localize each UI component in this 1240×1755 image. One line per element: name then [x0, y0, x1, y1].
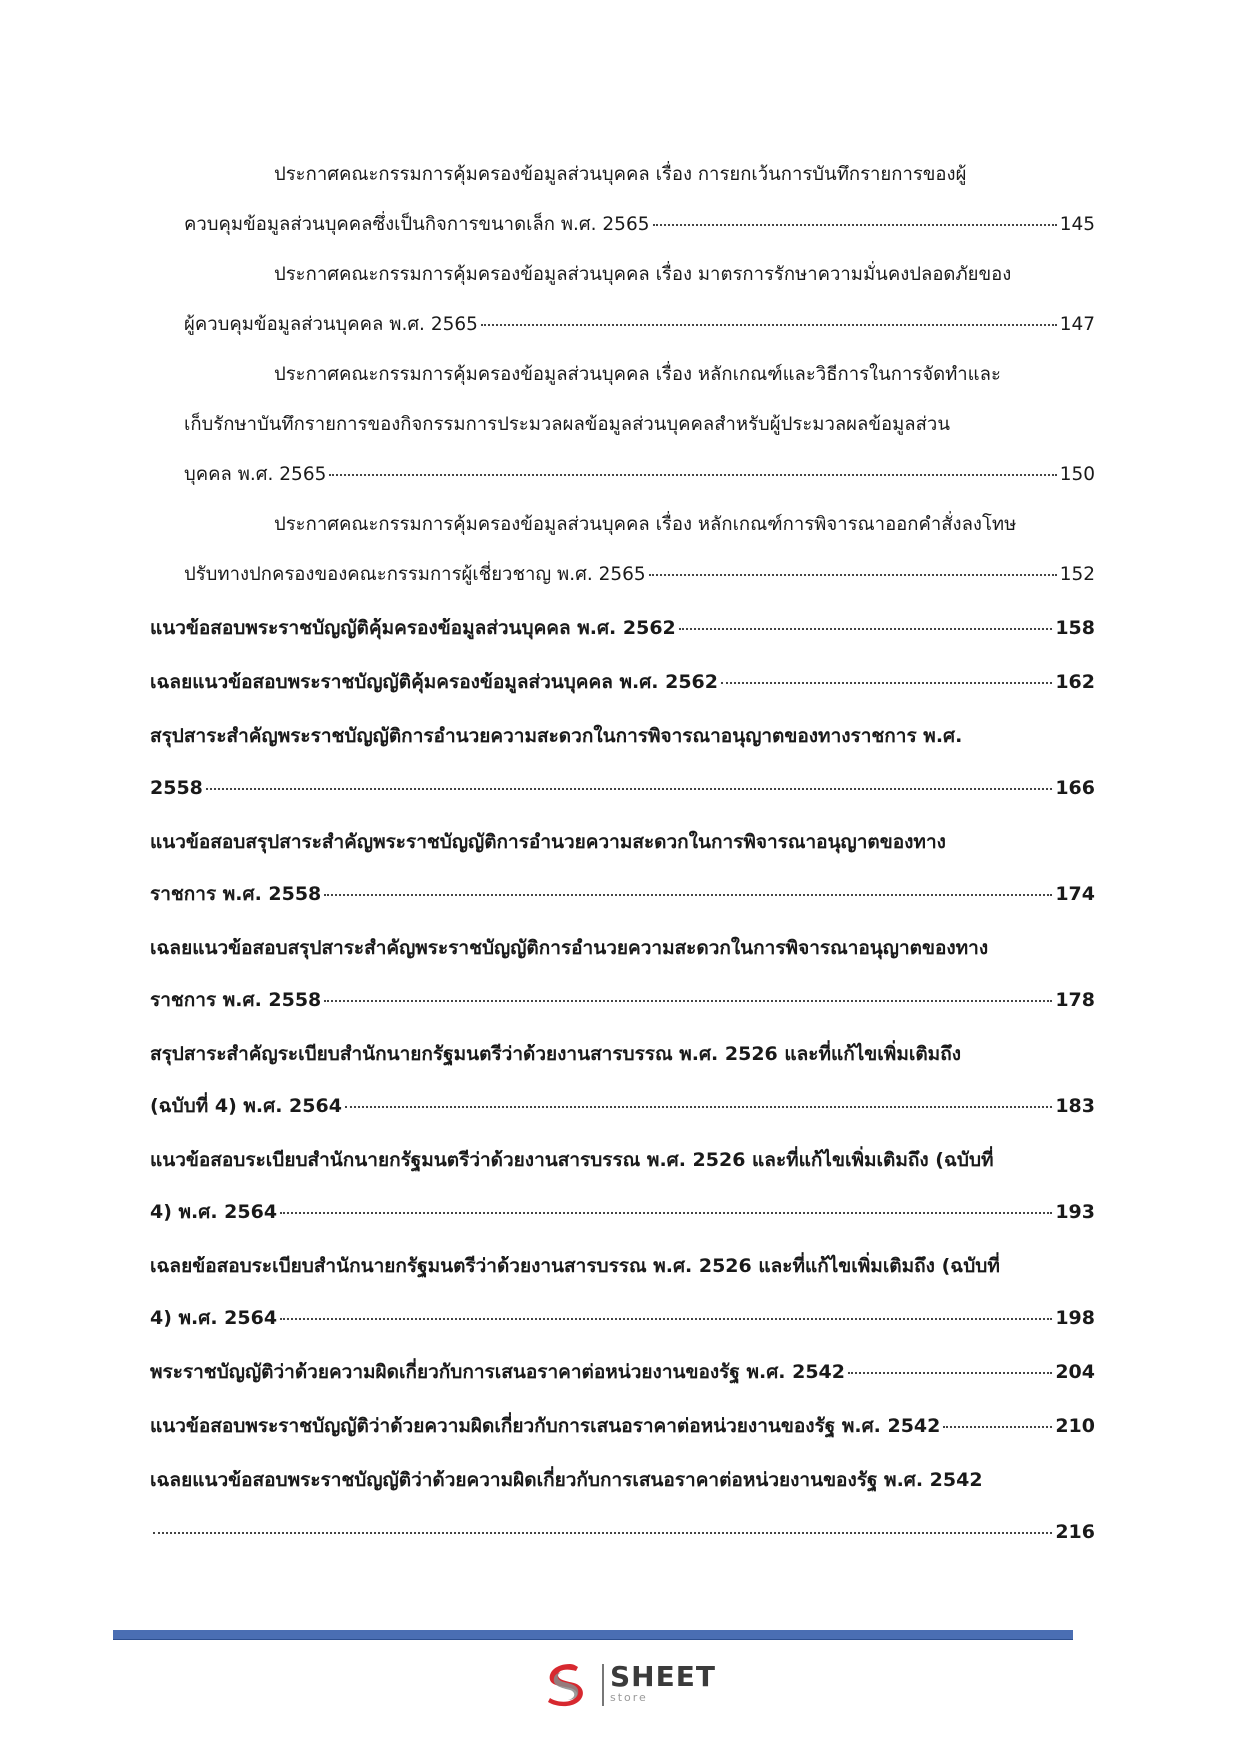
toc-entry-leader-line [150, 450, 1095, 500]
toc-entry-title-line: เก็บรักษาบันทึกรายการของกิจกรรมการประมวลผลข้อมูลส่วนบุคคลสำหรับผู้ประมวลผลข้อมูลส่วน [184, 414, 950, 435]
toc-entry[interactable] [150, 710, 1095, 814]
toc-entry-leader-line [150, 868, 1095, 920]
toc-entry-page-number: 162 [1055, 671, 1095, 693]
toc-entry-title: เฉลยแนวข้อสอบพระราชบัญญัติคุ้มครองข้อมูลส่วนบุคคล พ.ศ. 2562 [150, 671, 718, 693]
toc-entry-page-number: 210 [1055, 1415, 1095, 1437]
logo-word: SHEET [610, 1660, 716, 1693]
toc-entry-page-number: 145 [1059, 214, 1095, 235]
toc-entry[interactable] [150, 816, 1095, 920]
toc-entry[interactable] [150, 250, 1095, 350]
toc-entry-title-line: ประกาศคณะกรรมการคุ้มครองข้อมูลส่วนบุคคล เรื่อง มาตรการรักษาความมั่นคงปลอดภัยของ [274, 264, 1012, 285]
logo-subword: store [610, 1691, 648, 1704]
toc-entry-title-line: เฉลยแนวข้อสอบพระราชบัญญัติว่าด้วยความผิดเกี่ยวกับการเสนอราคาต่อหน่วยงานของรัฐ พ.ศ. 2542 [150, 1469, 983, 1491]
toc-entry[interactable] [150, 1028, 1095, 1132]
dot-leader [280, 1318, 1052, 1320]
toc-entry-page-number: 178 [1055, 989, 1095, 1011]
toc-entry-title: 2558 [150, 777, 203, 799]
dot-leader [324, 894, 1052, 896]
toc-entry-page-number: 150 [1059, 464, 1095, 485]
toc-entry[interactable] [150, 1346, 1095, 1398]
toc-entry-title: 4) พ.ศ. 2564 [150, 1307, 278, 1329]
toc-entry[interactable] [150, 350, 1095, 500]
toc-entry-title: พระราชบัญญัติว่าด้วยความผิดเกี่ยวกับการเสนอราคาต่อหน่วยงานของรัฐ พ.ศ. 2542 [150, 1361, 845, 1383]
toc-entry[interactable] [150, 602, 1095, 654]
toc-entry-leader-line [150, 1346, 1095, 1398]
dot-leader [649, 574, 1057, 576]
toc-entry-title-line: สรุปสาระสำคัญพระราชบัญญัติการอำนวยความสะดวกในการพิจารณาอนุญาตของทางราชการ พ.ศ. [150, 725, 963, 747]
toc-entry[interactable] [150, 1400, 1095, 1452]
dot-leader [324, 1000, 1052, 1002]
toc-entry[interactable] [150, 1134, 1095, 1238]
toc-entry[interactable] [150, 1240, 1095, 1344]
toc-entry[interactable] [150, 922, 1095, 1026]
toc-entry-page-number: 198 [1055, 1307, 1095, 1329]
toc-entry-title-line: ประกาศคณะกรรมการคุ้มครองข้อมูลส่วนบุคคล เรื่อง หลักเกณฑ์การพิจารณาออกคำสั่งลงโทษ [274, 514, 1017, 535]
logo-divider [602, 1664, 604, 1706]
dot-leader [153, 1532, 1052, 1534]
toc-entry-leader-line [150, 1292, 1095, 1344]
toc-entry-title: ควบคุมข้อมูลส่วนบุคคลซึ่งเป็นกิจการขนาดเล็ก พ.ศ. 2565 [184, 214, 650, 235]
toc-entry-page-number: 183 [1055, 1095, 1095, 1117]
toc-entry-title-line: สรุปสาระสำคัญระเบียบสำนักนายกรัฐมนตรีว่าด้วยงานสารบรรณ พ.ศ. 2526 และที่แก้ไขเพิ่มเติมถึง [150, 1043, 961, 1065]
toc-entry-leader-line [150, 602, 1095, 654]
toc-entry-title: บุคคล พ.ศ. 2565 [184, 464, 327, 485]
toc-entry-title-line: แนวข้อสอบระเบียบสำนักนายกรัฐมนตรีว่าด้วยงานสารบรรณ พ.ศ. 2526 และที่แก้ไขเพิ่มเติมถึง (ฉบับที่ [150, 1149, 994, 1171]
toc-entry-title-line: แนวข้อสอบสรุปสาระสำคัญพระราชบัญญัติการอำนวยความสะดวกในการพิจารณาอนุญาตของทาง [150, 831, 946, 853]
toc-entry-title: แนวข้อสอบพระราชบัญญัติคุ้มครองข้อมูลส่วนบุคคล พ.ศ. 2562 [150, 617, 676, 639]
toc-entry-title-line: ประกาศคณะกรรมการคุ้มครองข้อมูลส่วนบุคคล เรื่อง หลักเกณฑ์และวิธีการในการจัดทำและ [274, 364, 1001, 385]
toc-entry-title: ปรับทางปกครองของคณะกรรมการผู้เชี่ยวชาญ พ.ศ. 2565 [184, 564, 646, 585]
toc-entry-title: ผู้ควบคุมข้อมูลส่วนบุคคล พ.ศ. 2565 [184, 314, 478, 335]
toc-entry-leader-line [150, 1400, 1095, 1452]
toc-entry-title-line: เฉลยข้อสอบระเบียบสำนักนายกรัฐมนตรีว่าด้วยงานสารบรรณ พ.ศ. 2526 และที่แก้ไขเพิ่มเติมถึง (ฉบับที่ [150, 1255, 1000, 1277]
toc-entry-page-number: 158 [1055, 617, 1095, 639]
toc-entry[interactable] [150, 150, 1095, 250]
dot-leader [679, 628, 1053, 630]
dot-leader [481, 324, 1057, 326]
toc-entry[interactable] [150, 500, 1095, 600]
toc-entry-leader-line [150, 656, 1095, 708]
toc-entry-title: 4) พ.ศ. 2564 [150, 1201, 278, 1223]
toc-entry[interactable] [150, 1454, 1095, 1558]
toc-entry-page-number: 204 [1055, 1361, 1095, 1383]
toc-entry-leader-line [150, 300, 1095, 350]
toc-entry-title-line: ประกาศคณะกรรมการคุ้มครองข้อมูลส่วนบุคคล เรื่อง การยกเว้นการบันทึกรายการของผู้ [274, 164, 967, 185]
toc-entry-title: ราชการ พ.ศ. 2558 [150, 883, 322, 905]
table-of-contents [150, 150, 1095, 1558]
dot-leader [345, 1106, 1052, 1108]
toc-entry-page-number: 147 [1059, 314, 1095, 335]
dot-leader [206, 788, 1052, 790]
toc-entry-leader-line [150, 1186, 1095, 1238]
toc-entry-page-number: 174 [1055, 883, 1095, 905]
toc-entry-leader-line [150, 200, 1095, 250]
toc-entry-page-number: 152 [1059, 564, 1095, 585]
toc-entry-leader-line [150, 762, 1095, 814]
toc-entry-page-number: 193 [1055, 1201, 1095, 1223]
toc-entry-title: ราชการ พ.ศ. 2558 [150, 989, 322, 1011]
dot-leader [329, 474, 1056, 476]
dot-leader [848, 1372, 1052, 1374]
toc-entry-title-line: เฉลยแนวข้อสอบสรุปสาระสำคัญพระราชบัญญัติการอำนวยความสะดวกในการพิจารณาอนุญาตของทาง [150, 937, 989, 959]
toc-entry-leader-line [150, 974, 1095, 1026]
dot-leader [943, 1426, 1052, 1428]
toc-entry-page-number: 166 [1055, 777, 1095, 799]
toc-entry-title: (ฉบับที่ 4) พ.ศ. 2564 [150, 1095, 342, 1117]
footer-divider-bar [113, 1630, 1073, 1640]
toc-entry-leader-line [150, 1506, 1095, 1558]
toc-entry-page-number: 216 [1055, 1521, 1095, 1543]
toc-entry[interactable] [150, 656, 1095, 708]
toc-entry-title: แนวข้อสอบพระราชบัญญัติว่าด้วยความผิดเกี่ยวกับการเสนอราคาต่อหน่วยงานของรัฐ พ.ศ. 2542 [150, 1415, 941, 1437]
toc-entry-leader-line [150, 550, 1095, 600]
dot-leader [721, 682, 1052, 684]
dot-leader [280, 1212, 1052, 1214]
logo-text [610, 1662, 716, 1703]
dot-leader [653, 224, 1057, 226]
toc-entry-leader-line [150, 1080, 1095, 1132]
